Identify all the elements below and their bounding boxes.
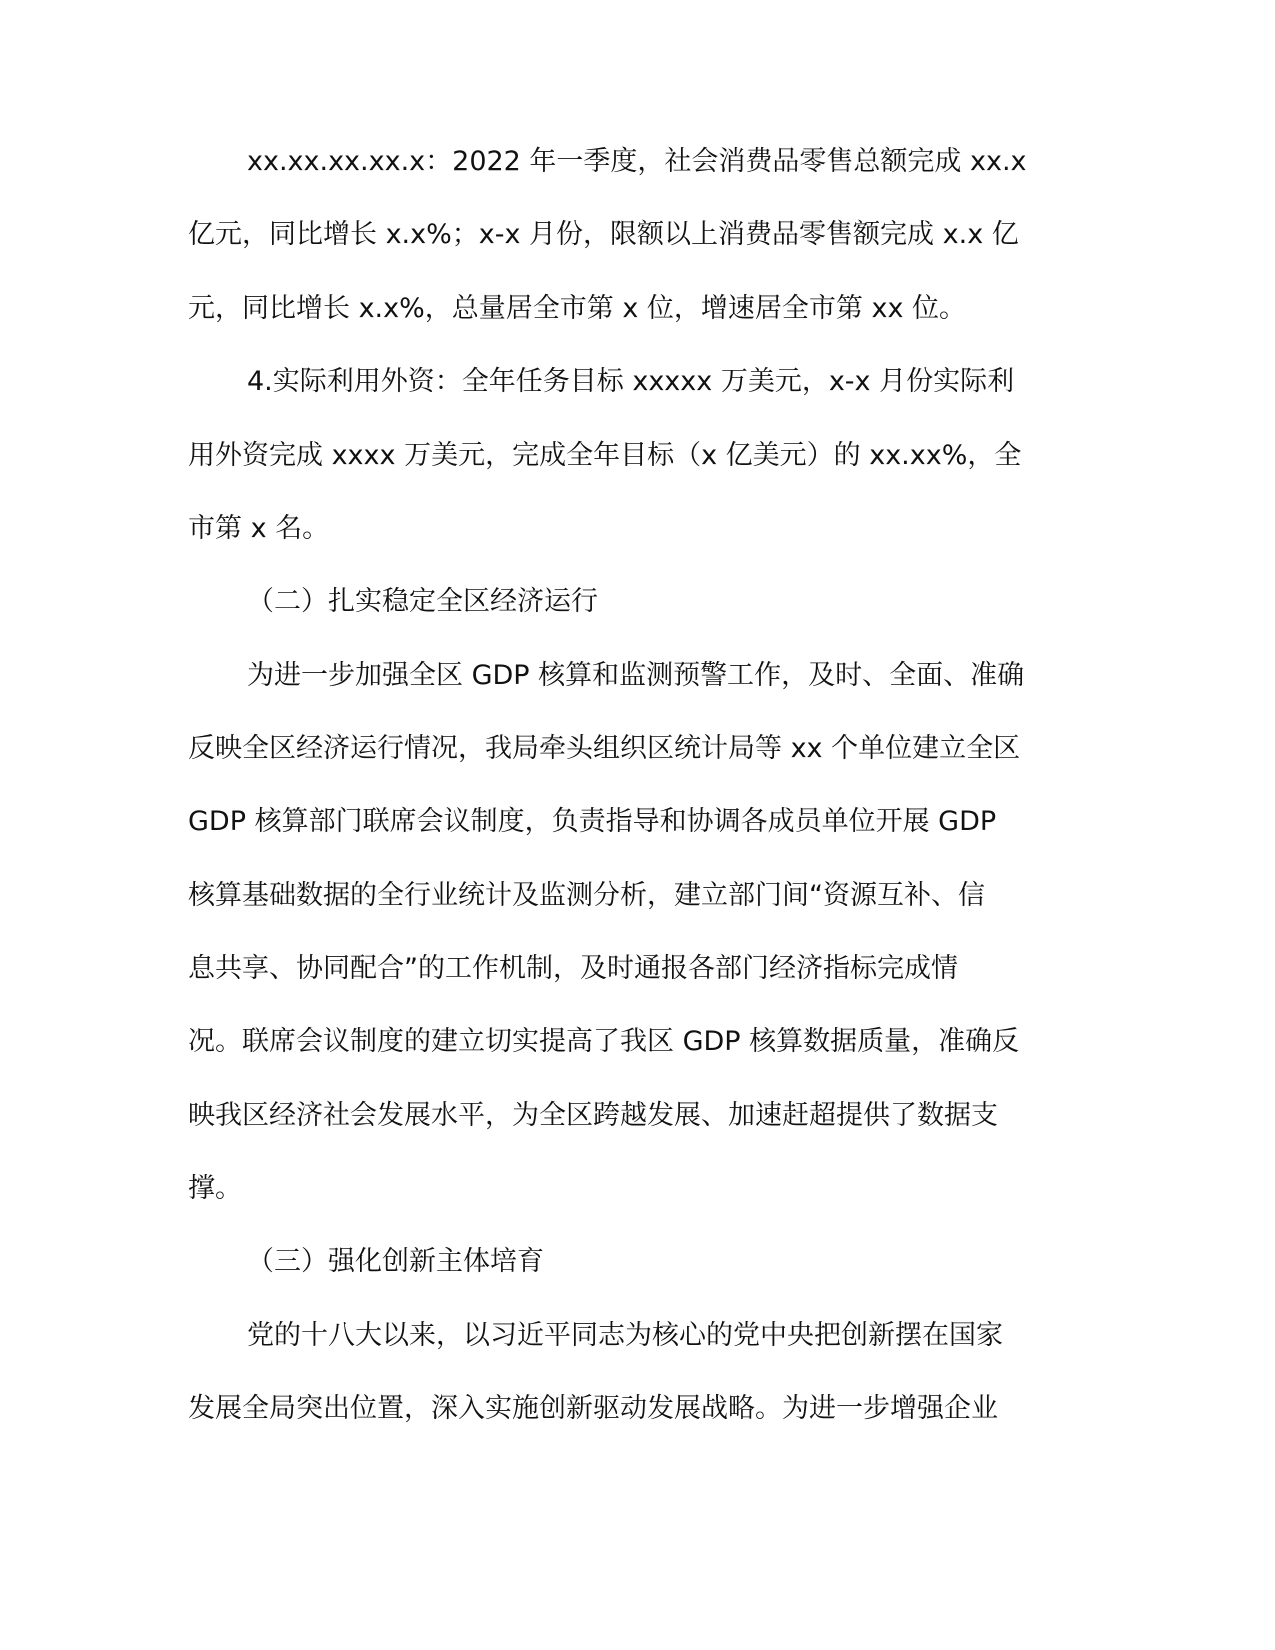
paragraph-3-line-4: 核算基础数据的全行业统计及监测分析，建立部门间“资源互补、信 [188, 880, 985, 911]
paragraph-3-line-6: 况。联席会议制度的建立切实提高了我区 GDP 核算数据质量，准确反 [188, 1026, 1020, 1057]
paragraph-2-line-1: 4.实际利用外资：全年任务目标 xxxxx 万美元，x-x 月份实际利 [247, 366, 1015, 397]
paragraph-2-line-3: 市第 x 名。 [188, 513, 330, 544]
paragraph-2-line-2: 用外资完成 xxxx 万美元，完成全年目标（x 亿美元）的 xx.xx%，全 [188, 440, 1022, 471]
paragraph-1-line-2: 亿元，同比增长 x.x%；x-x 月份，限额以上消费品零售额完成 x.x 亿 [188, 219, 1019, 250]
paragraph-4-line-2: 发展全局突出位置，深入实施创新驱动发展战略。为进一步增强企业 [188, 1393, 998, 1424]
section-heading-3: （三）强化创新主体培育 [247, 1246, 544, 1277]
paragraph-3-line-3: GDP 核算部门联席会议制度，负责指导和协调各成员单位开展 GDP [188, 806, 997, 837]
paragraph-3-line-2: 反映全区经济运行情况，我局牵头组织区统计局等 xx 个单位建立全区 [188, 733, 1021, 764]
paragraph-1-line-3: 元，同比增长 x.x%，总量居全市第 x 位，增速居全市第 xx 位。 [188, 293, 967, 324]
paragraph-1-line-1: xx.xx.xx.xx.x：2022 年一季度，社会消费品零售总额完成 xx.x [247, 146, 1027, 177]
section-heading-2: （二）扎实稳定全区经济运行 [247, 586, 598, 617]
paragraph-3-line-7: 映我区经济社会发展水平，为全区跨越发展、加速赶超提供了数据支 [188, 1100, 998, 1131]
paragraph-3-line-5: 息共享、协同配合”的工作机制，及时通报各部门经济指标完成情 [188, 953, 958, 984]
paragraph-4-line-1: 党的十八大以来，以习近平同志为核心的党中央把创新摆在国家 [247, 1320, 1003, 1351]
paragraph-3-line-1: 为进一步加强全区 GDP 核算和监测预警工作，及时、全面、准确 [247, 660, 1025, 691]
paragraph-3-line-8: 撑。 [188, 1173, 242, 1204]
